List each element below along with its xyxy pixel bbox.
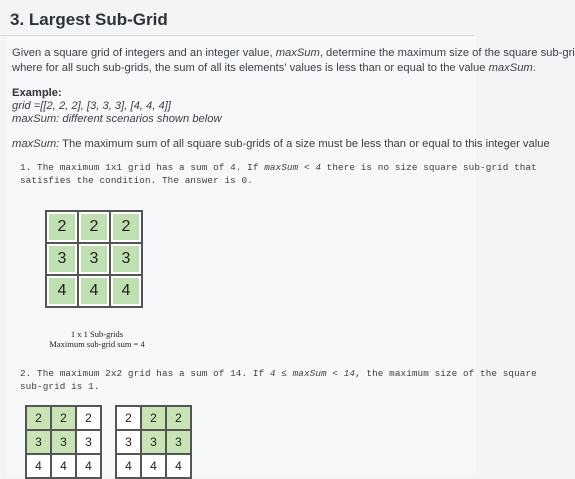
grid-cell: 4 bbox=[141, 454, 166, 478]
step-text: there is no size square sub-grid that bbox=[321, 162, 537, 173]
step-1-line-1 bbox=[20, 161, 537, 174]
caption-line-2: Maximum sub-grid sum = 4 bbox=[49, 339, 145, 349]
description-emphasis: maxSum bbox=[488, 62, 533, 74]
grid-cell: 4 bbox=[116, 454, 141, 478]
grid-2x2-subgrid-right bbox=[115, 405, 192, 479]
grid-2x2-subgrid-left bbox=[25, 405, 102, 479]
grid-cell: 4 bbox=[78, 275, 110, 307]
grid-cell: 3 bbox=[110, 243, 142, 275]
grid-cell: 2 bbox=[110, 211, 142, 243]
step-emphasis: maxSum < 4 bbox=[264, 162, 321, 173]
step-2-line-1 bbox=[20, 367, 537, 380]
grid-cell: 2 bbox=[26, 406, 51, 430]
step-1-line-2: satisfies the condition. The answer is 0. bbox=[20, 175, 253, 186]
maxsum-definition bbox=[12, 138, 550, 150]
grid-cell: 3 bbox=[46, 243, 78, 275]
grid-cell: 2 bbox=[166, 406, 191, 430]
description-text: Given a square grid of integers and an integer value, bbox=[12, 47, 276, 59]
problem-description bbox=[12, 46, 575, 76]
page-title: 3. Largest Sub-Grid bbox=[10, 10, 168, 29]
step-2-text bbox=[20, 367, 537, 393]
step-text: , the maximum size of the square bbox=[355, 368, 537, 379]
grid-cell: 2 bbox=[78, 211, 110, 243]
description-text: where for all such sub-grids, the sum of all its elements' values is less than or equal to the value bbox=[12, 62, 489, 74]
grid-cell: 4 bbox=[51, 454, 76, 478]
title-divider bbox=[0, 35, 474, 36]
grid-cell: 3 bbox=[76, 430, 101, 454]
description-line-1 bbox=[12, 46, 575, 61]
maxsum-term: maxSum: bbox=[12, 138, 60, 150]
example-grid-line: grid =[[2, 2, 2], [3, 3, 3], [4, 4, 4]] bbox=[12, 100, 171, 112]
description-emphasis: maxSum bbox=[275, 47, 320, 59]
step-text: 1. The maximum 1x1 grid has a sum of 4. If bbox=[20, 162, 265, 173]
grid-cell: 4 bbox=[76, 454, 101, 478]
grid-cell: 3 bbox=[141, 430, 166, 454]
grid-cell: 4 bbox=[46, 275, 78, 307]
example-heading: Example: bbox=[12, 87, 62, 99]
grid-cell: 3 bbox=[51, 430, 76, 454]
grid-cell: 3 bbox=[116, 430, 141, 454]
caption-line-1: 1 x 1 Sub-grids bbox=[70, 329, 124, 339]
grid-caption bbox=[44, 329, 150, 349]
step-text: 2. The maximum 2x2 grid has a sum of 14. If bbox=[20, 368, 270, 379]
grid-cell: 2 bbox=[51, 406, 76, 430]
step-2-line-2: sub-grid is 1. bbox=[20, 381, 100, 392]
step-emphasis: 4 ≤ maxSum < 14 bbox=[269, 368, 356, 379]
example-maxsum-line: maxSum: different scenarios shown below bbox=[12, 113, 222, 125]
description-line-2 bbox=[12, 61, 536, 76]
grid-cell: 4 bbox=[26, 454, 51, 478]
grid-cell: 4 bbox=[110, 275, 142, 307]
description-text: , determine the maximum size of the square sub-gri bbox=[319, 47, 575, 59]
grid-cell: 2 bbox=[116, 406, 141, 430]
grid-cell: 2 bbox=[141, 406, 166, 430]
grid-cell: 4 bbox=[166, 454, 191, 478]
grid-cell: 3 bbox=[166, 430, 191, 454]
maxsum-definition-text: The maximum sum of all square sub-grids of a size must be less than or equal to this integer value bbox=[59, 138, 550, 150]
grid-cell: 3 bbox=[78, 243, 110, 275]
step-1-text bbox=[20, 161, 537, 187]
grid-cell: 3 bbox=[26, 430, 51, 454]
description-text: . bbox=[532, 62, 536, 74]
grid-cell: 2 bbox=[46, 211, 78, 243]
grid-cell: 2 bbox=[76, 406, 101, 430]
grid-1x1-subgrids bbox=[45, 210, 143, 308]
